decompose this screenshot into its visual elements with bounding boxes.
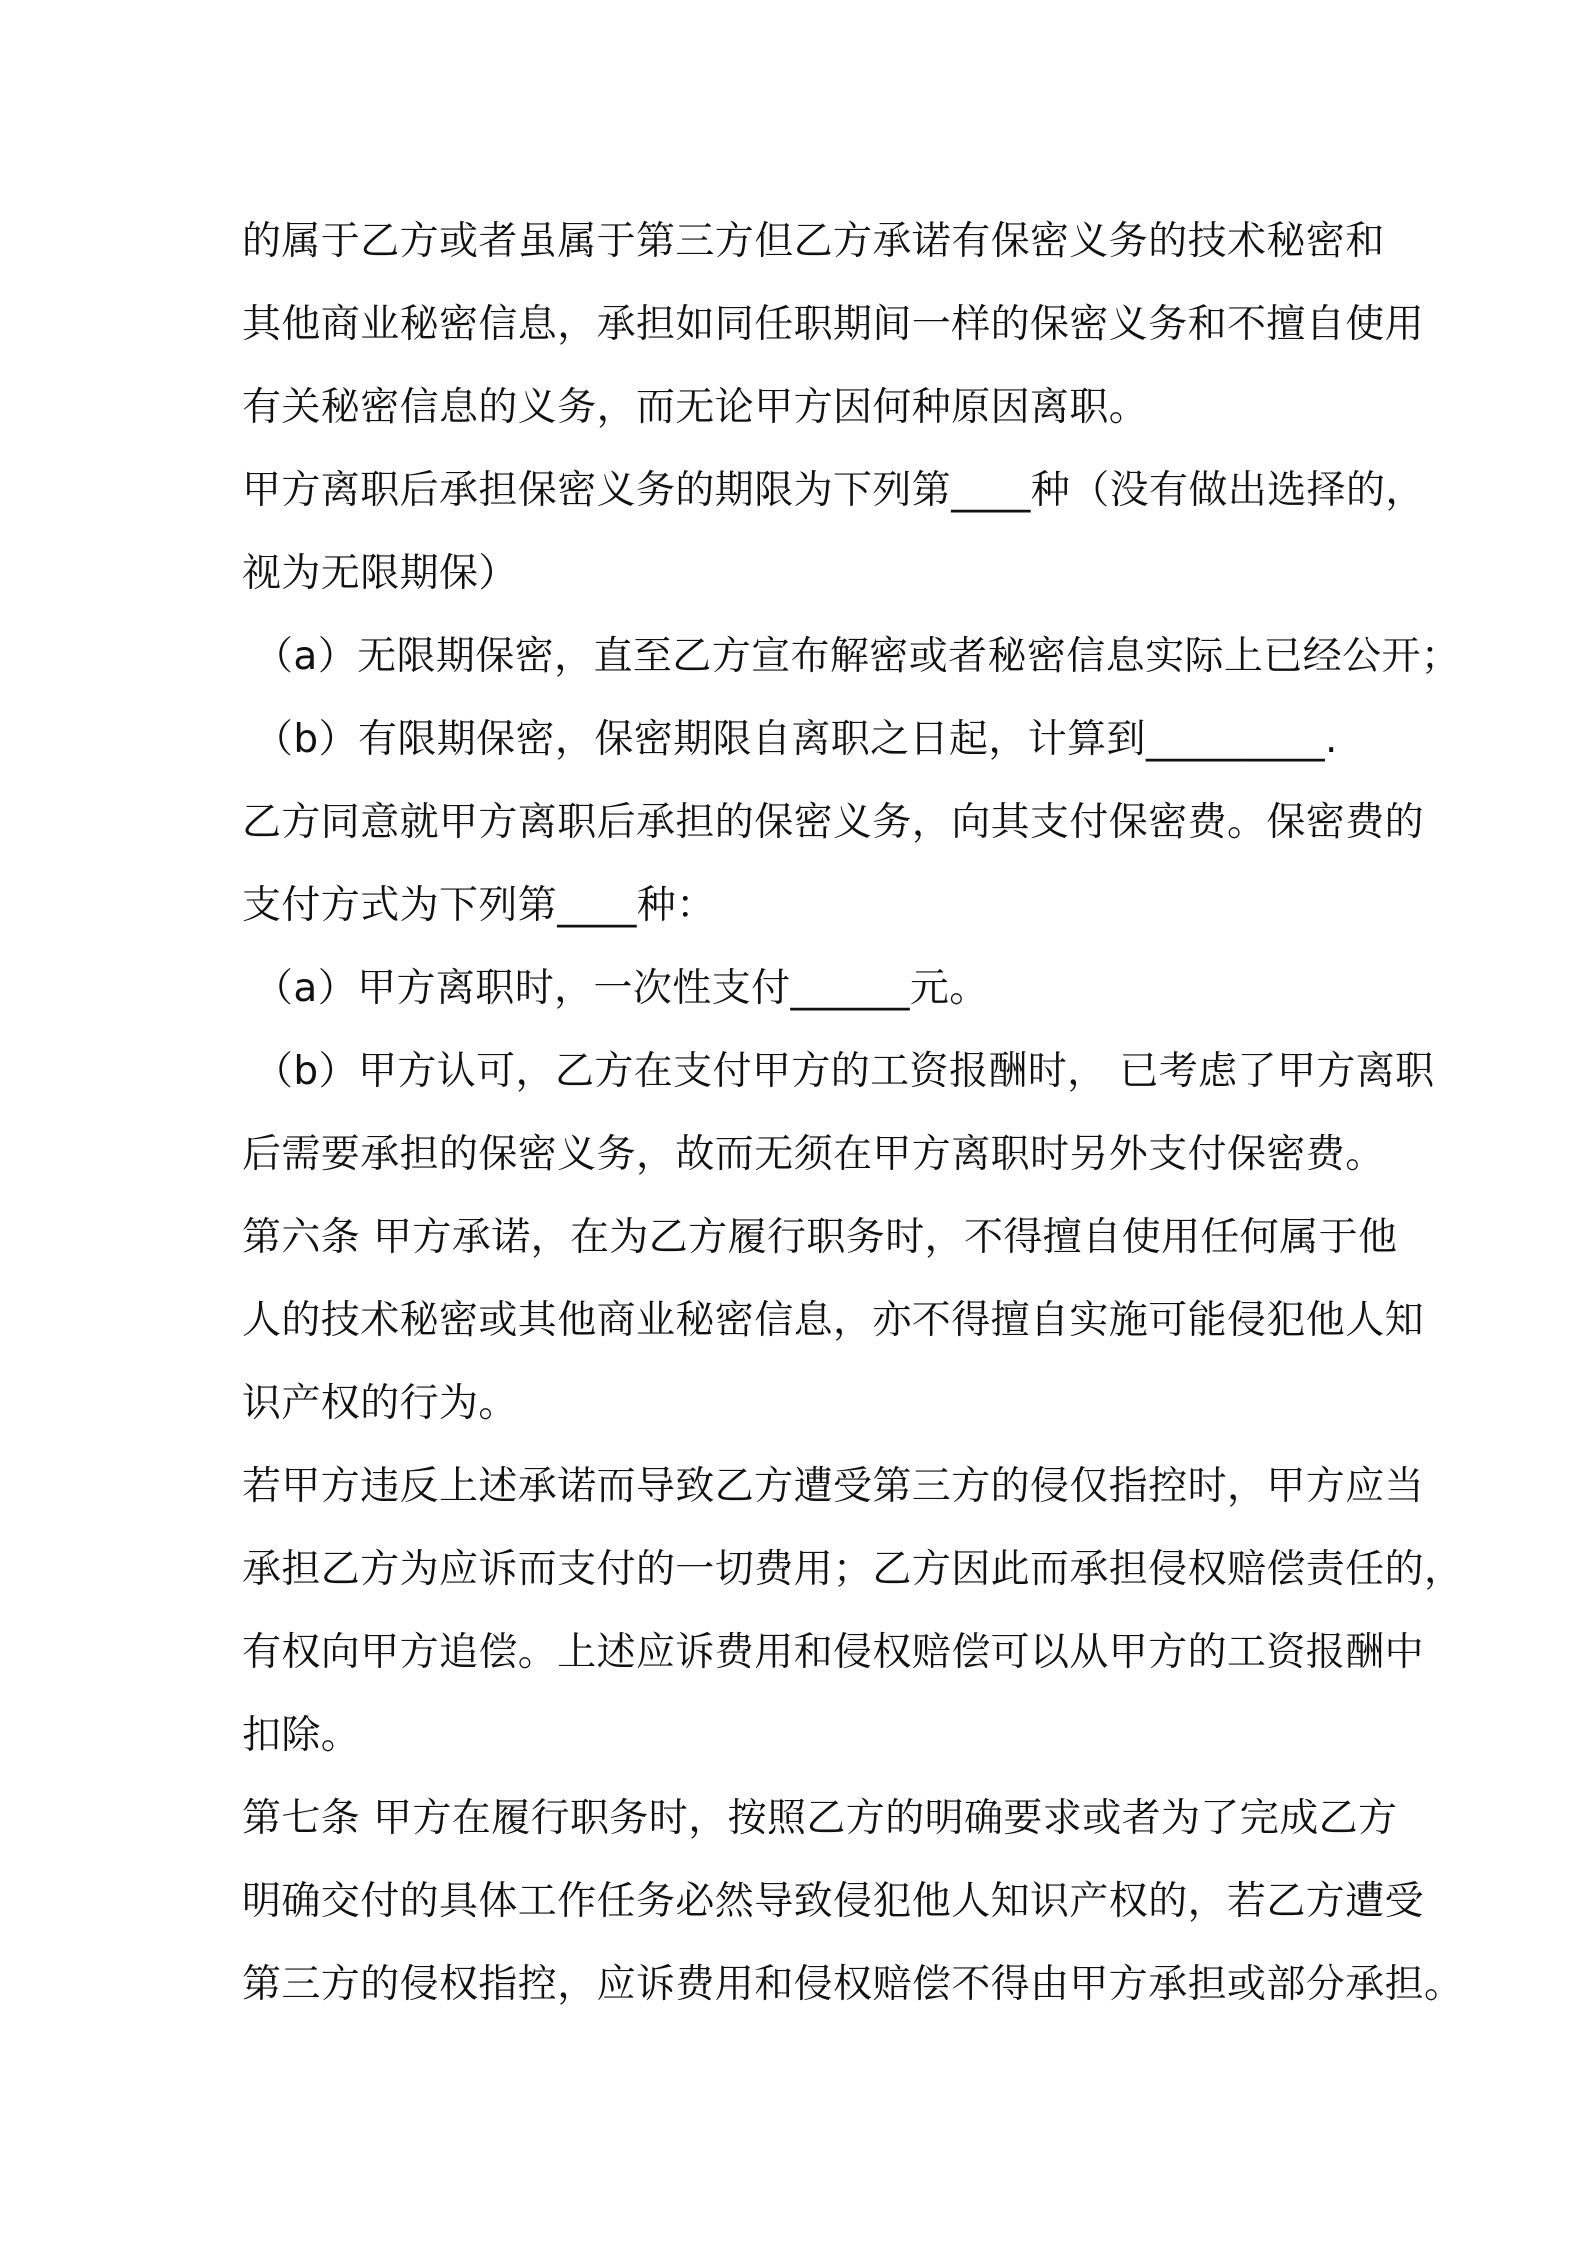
text-line: 第六条 甲方承诺，在为乙方履行职务时，不得擅自使用任何属于他: [242, 1215, 1398, 1260]
text-line: 识产权的行为。: [242, 1381, 518, 1426]
text-line: （a）甲方离职时，一次性支付______元。: [254, 966, 989, 1011]
text-line: 支付方式为下列第____种：: [242, 883, 716, 928]
text-line: 其他商业秘密信息，承担如同任职期间一样的保密义务和不擅自使用: [242, 302, 1425, 347]
document-body: [242, 200, 1464, 2026]
article-seven: [242, 1777, 1464, 2026]
text-line: 的属于乙方或者虽属于第三方但乙方承诺有保密义务的技术秘密和: [242, 219, 1385, 264]
text-line: （b）有限期保密，保密期限自离职之日起，计算到_________.: [254, 717, 1338, 762]
text-line: 承担乙方为应诉而支付的一切费用；乙方因此而承担侵权赔偿责任的，: [242, 1547, 1464, 1592]
text-line: 有关秘密信息的义务，而无论甲方因何种原因离职。: [242, 385, 1149, 430]
text-line: 有权向甲方追偿。上述应诉费用和侵权赔偿可以从甲方的工资报酬中: [242, 1630, 1425, 1675]
text-line: 明确交付的具体工作任务必然导致侵犯他人知识产权的，若乙方遭受: [242, 1879, 1425, 1924]
article-six: [242, 1196, 1425, 1445]
option-b-included: [242, 1030, 1435, 1196]
text-line: 扣除。: [242, 1713, 361, 1758]
text-line: 视为无限期保）: [242, 551, 518, 596]
text-line: 乙方同意就甲方离职后承担的保密义务，向其支付保密费。保密费的: [242, 800, 1425, 845]
text-line: 第三方的侵权指控，应诉费用和侵权赔偿不得由甲方承担或部分承担。: [242, 1962, 1464, 2007]
paragraph-confidential-obligation: [242, 200, 1425, 449]
text-line: 第七条 甲方在履行职务时，按照乙方的明确要求或者为了完成乙方: [242, 1796, 1398, 1841]
text-line: 若甲方违反上述承诺而导致乙方遭受第三方的侵仅指控时，甲方应当: [242, 1464, 1425, 1509]
option-a-unlimited: [242, 615, 1461, 698]
option-a-lump-sum: [242, 947, 1370, 1030]
paragraph-infringement-liability: [242, 1445, 1464, 1777]
paragraph-term-selection: [242, 449, 1425, 615]
text-line: （b）甲方认可，乙方在支付甲方的工资报酬时， 已考虑了甲方离职: [254, 1049, 1435, 1094]
option-b-limited: [242, 698, 1370, 781]
paragraph-confidentiality-fee: [242, 781, 1425, 947]
text-line: 后需要承担的保密义务，故而无须在甲方离职时另外支付保密费。: [242, 1132, 1385, 1177]
text-line: （a）无限期保密，直至乙方宣布解密或者秘密信息实际上已经公开；: [254, 634, 1461, 679]
text-line: 甲方离职后承担保密义务的期限为下列第____种（没有做出选择的，: [242, 468, 1425, 513]
text-line: 人的技术秘密或其他商业秘密信息，亦不得擅自实施可能侵犯他人知: [242, 1298, 1425, 1343]
